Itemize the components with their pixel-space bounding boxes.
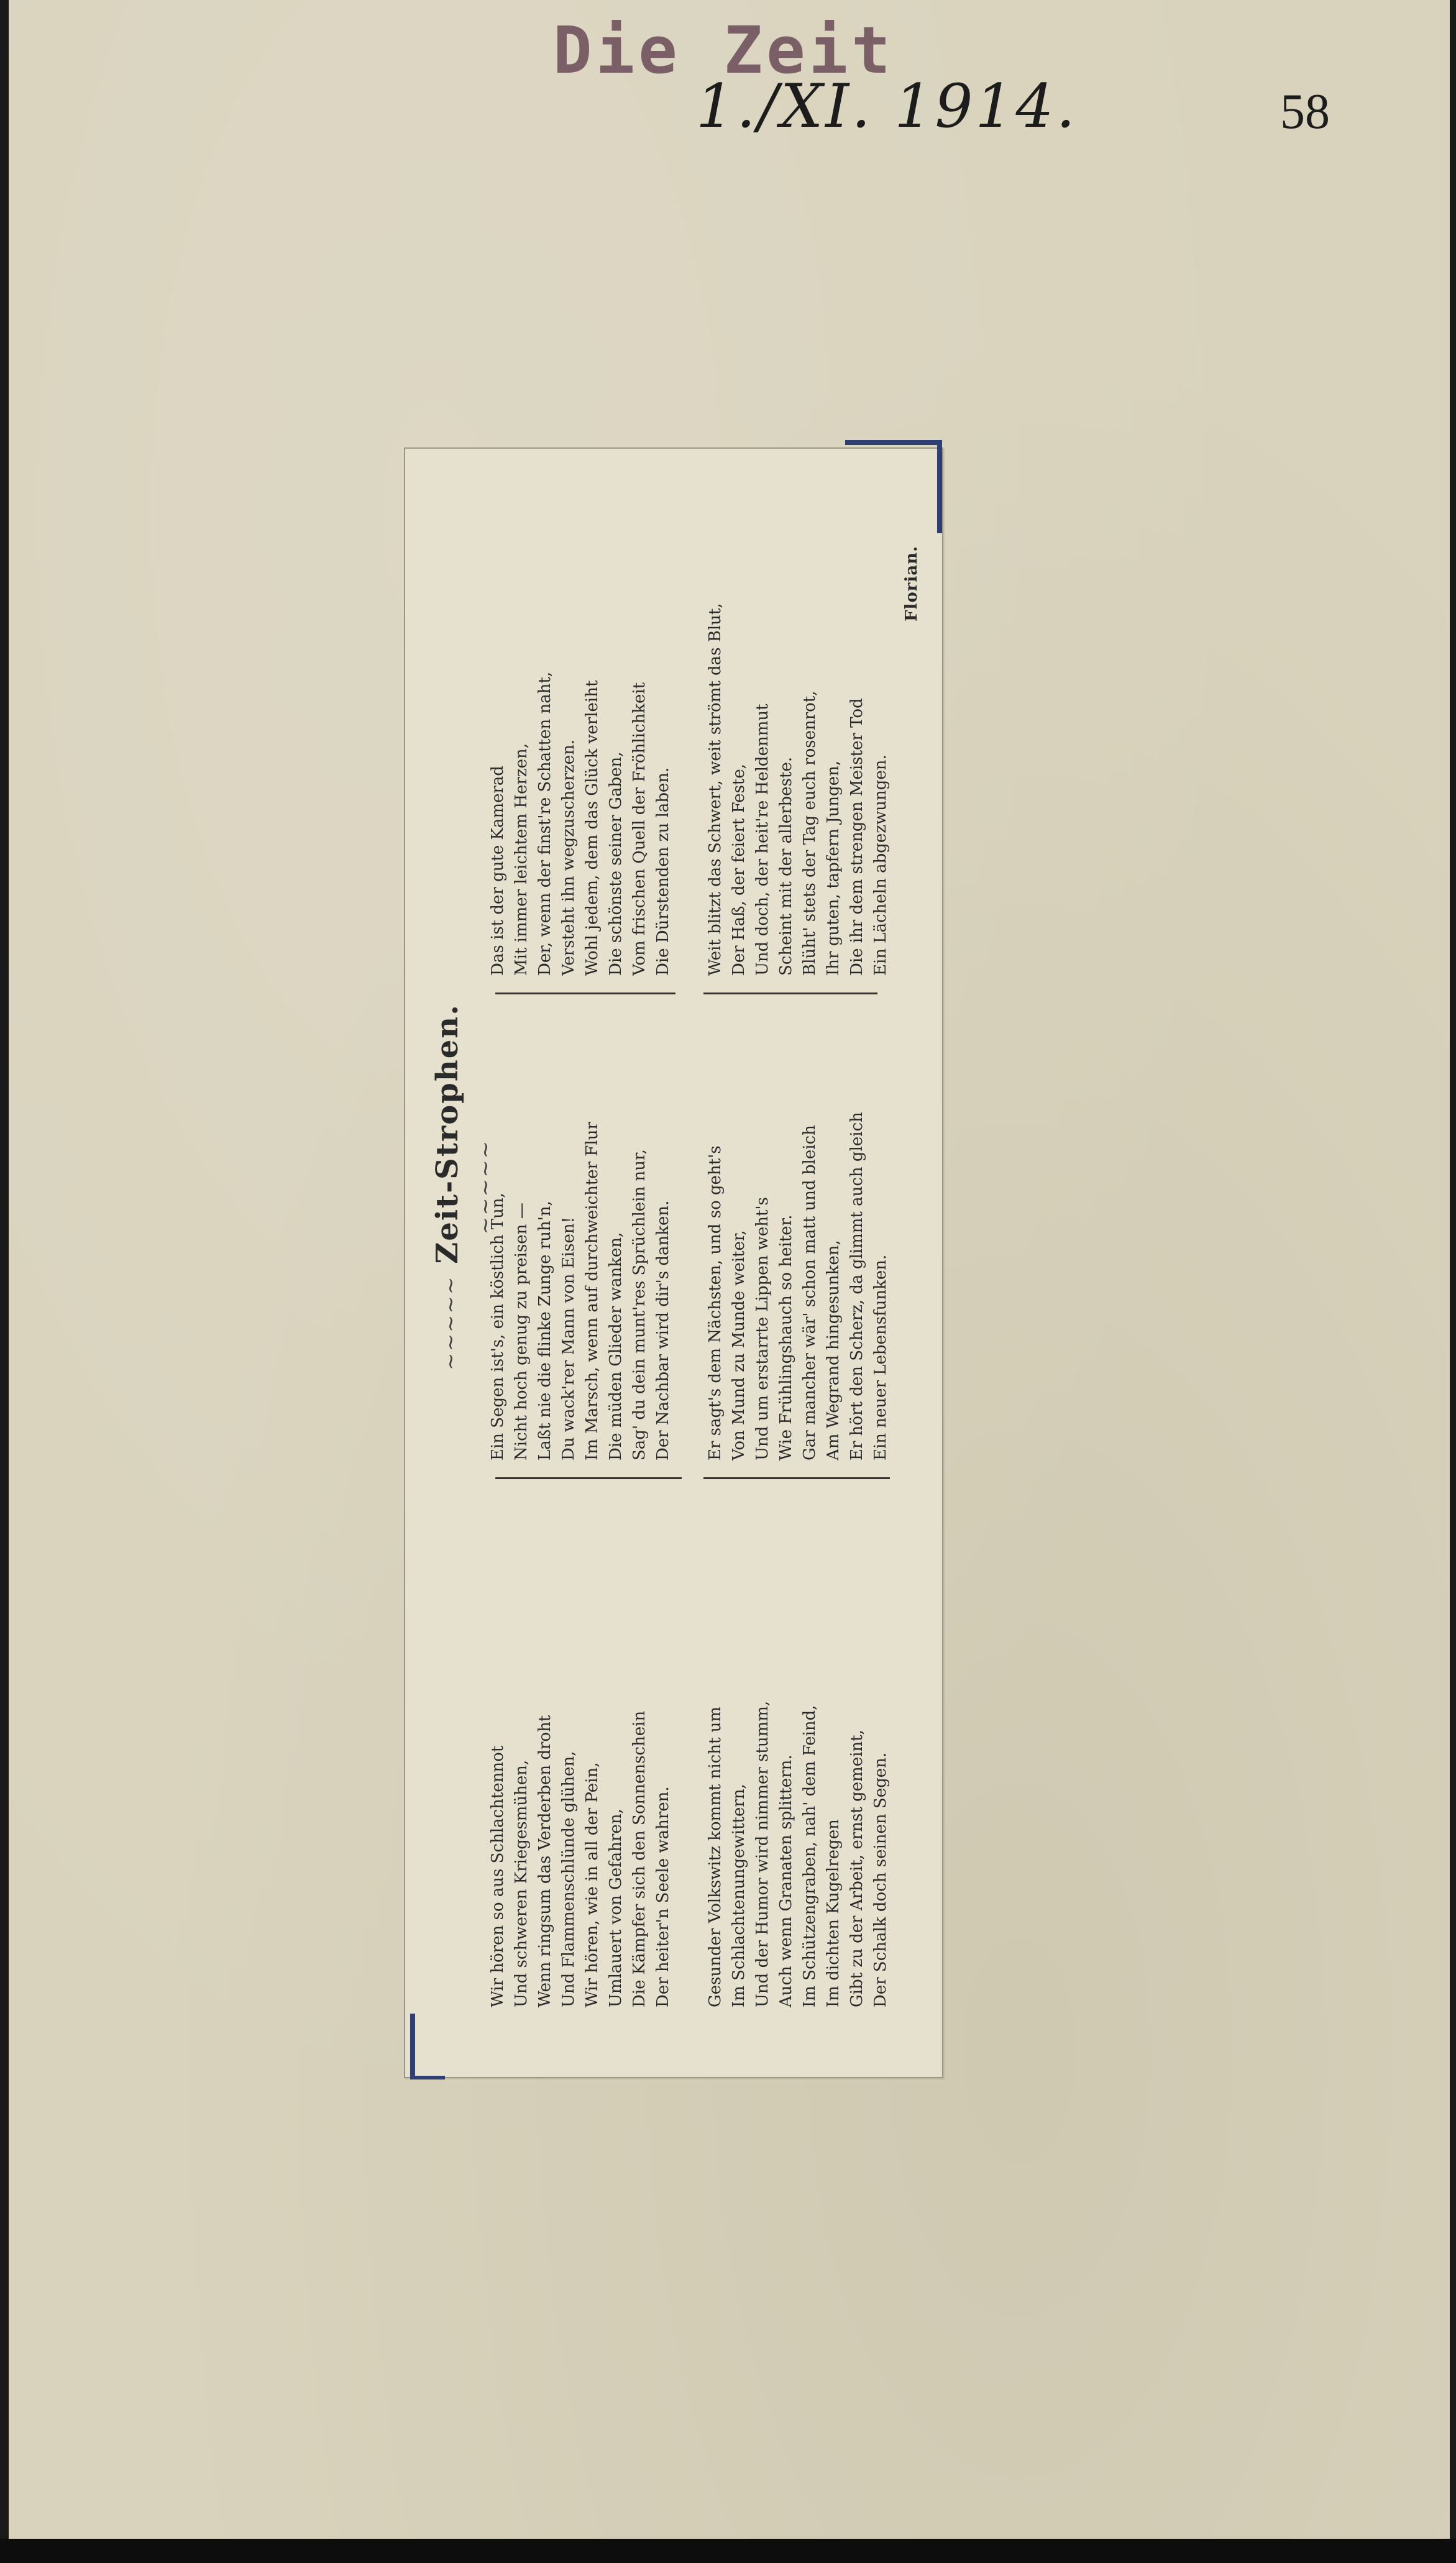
stanza-6 <box>703 603 892 976</box>
verse-line: Die schönste seiner Gaben, <box>607 751 625 976</box>
verse-line: Gesunder Volkswitz kommt nicht um <box>706 1706 725 2007</box>
verse-line: Und schweren Kriegesmühen, <box>512 1759 531 2007</box>
scan-bottom-band <box>0 2539 1456 2563</box>
verse-line: Am Wegrand hingesunken, <box>824 1240 843 1460</box>
stanza-5 <box>486 672 675 976</box>
column-rule <box>703 1477 890 1479</box>
verse-line: Er hört den Scherz, da glimmt auch gleich <box>848 1112 866 1460</box>
verse-line: Weit blitzt das Schwert, weit strömt das Blut, <box>706 603 725 976</box>
verse-line: Nicht hoch genug zu preisen — <box>512 1203 531 1460</box>
verse-line: Wie Frühlingshauch so heiter. <box>777 1214 795 1460</box>
verse-line: Wir hören so aus Schlachtennot <box>488 1745 507 2007</box>
verse-line: Sag' du dein munt'res Sprüchlein nur, <box>630 1149 649 1460</box>
verse-line: Scheint mit der allerbeste. <box>777 756 795 976</box>
verse-line: Die müden Glieder wanken, <box>607 1232 625 1460</box>
title-ornament-right: ~~~~~ <box>473 1139 498 1235</box>
verse-line: Das ist der gute Kamerad <box>488 765 507 976</box>
verse-line: Gar mancher wär' schon matt und bleich <box>800 1125 819 1460</box>
stanza-1 <box>486 1711 675 2007</box>
verse-line: Gibt zu der Arbeit, ernst gemeint, <box>848 1730 866 2007</box>
verse-line: Der Schalk doch seinen Segen. <box>871 1752 890 2007</box>
verse-line: Die ihr dem strengen Meister Tod <box>848 698 866 976</box>
poem-title-text: Zeit-Strophen. <box>430 1004 465 1264</box>
verse-line: Auch wenn Granaten splittern. <box>777 1754 795 2007</box>
column-rule <box>703 993 877 994</box>
clipping-text-rotated <box>411 454 933 2070</box>
verse-line: Die Kämpfer sich den Sonnenschein <box>630 1710 649 2007</box>
verse-line: Wohl jedem, dem das Glück verleiht <box>583 680 602 976</box>
verse-line: Umlauert von Gefahren, <box>607 1809 625 2007</box>
stanza-4 <box>703 1112 892 1460</box>
handwritten-date: 1./XI. 1914. <box>696 71 1078 141</box>
author-signature: Florian. <box>902 545 921 621</box>
stanza-2 <box>703 1701 892 2007</box>
stanza-3 <box>486 1122 675 1460</box>
column-rule <box>495 993 675 994</box>
verse-line: Und doch, der heit're Heldenmut <box>753 704 772 976</box>
verse-line: Vom frischen Quell der Fröhlichkeit <box>630 682 649 976</box>
verse-line: Wir hören, wie in all der Pein, <box>583 1762 602 2007</box>
verse-line: Ihr guten, tapfern Jungen, <box>824 760 843 976</box>
verse-line: Der, wenn der finst're Schatten naht, <box>536 671 554 976</box>
verse-line: Der heiter'n Seele wahren. <box>654 1786 672 2007</box>
scan-right-edge <box>1450 0 1456 2563</box>
verse-line: Du wack'rer Mann von Eisen! <box>559 1216 578 1460</box>
title-ornament-left: ~~~~~ <box>438 1275 463 1370</box>
verse-line: Der Haß, der feiert Feste, <box>730 763 748 976</box>
verse-line: Mit immer leichtem Herzen, <box>512 743 531 976</box>
verse-line: Versteht ihn wegzuscherzen. <box>559 739 578 976</box>
newspaper-stamp: Die Zeit <box>553 12 894 88</box>
verse-line: Blüht' stets der Tag euch rosenrot, <box>800 690 819 976</box>
verse-line: Im Marsch, wenn auf durchweichter Flur <box>583 1122 602 1460</box>
verse-line: Im Schlachtenungewittern, <box>730 1784 748 2007</box>
verse-line: Im Schützengraben, nah' dem Feind, <box>800 1705 819 2007</box>
verse-line: Ein neuer Lebensfunken. <box>871 1254 890 1460</box>
verse-line: Im dichten Kugelregen <box>824 1819 843 2007</box>
verse-line: Und der Humor wird nimmer stumm, <box>753 1700 772 2007</box>
verse-line: Von Mund zu Munde weiter, <box>730 1230 748 1460</box>
verse-line: Laßt nie die flinke Zunge ruh'n, <box>536 1201 554 1460</box>
verse-line: Er sagt's dem Nächsten, und so geht's <box>706 1145 725 1460</box>
verse-line: Ein Lächeln abgezwungen. <box>871 754 890 976</box>
verse-line: Und Flammenschlünde glühen, <box>559 1751 578 2007</box>
page-number: 58 <box>1280 85 1330 139</box>
verse-line: Und um erstarrte Lippen weht's <box>753 1197 772 1460</box>
scan-left-edge <box>0 0 9 2563</box>
verse-line: Die Dürstenden zu laben. <box>654 767 672 976</box>
verse-line: Der Nachbar wird dir's danken. <box>654 1200 672 1460</box>
verse-line: Wenn ringsum das Verderben droht <box>536 1715 554 2007</box>
verse-line: Ein Segen ist's, ein köstlich Tun, <box>488 1193 507 1460</box>
column-rule <box>495 1477 682 1479</box>
